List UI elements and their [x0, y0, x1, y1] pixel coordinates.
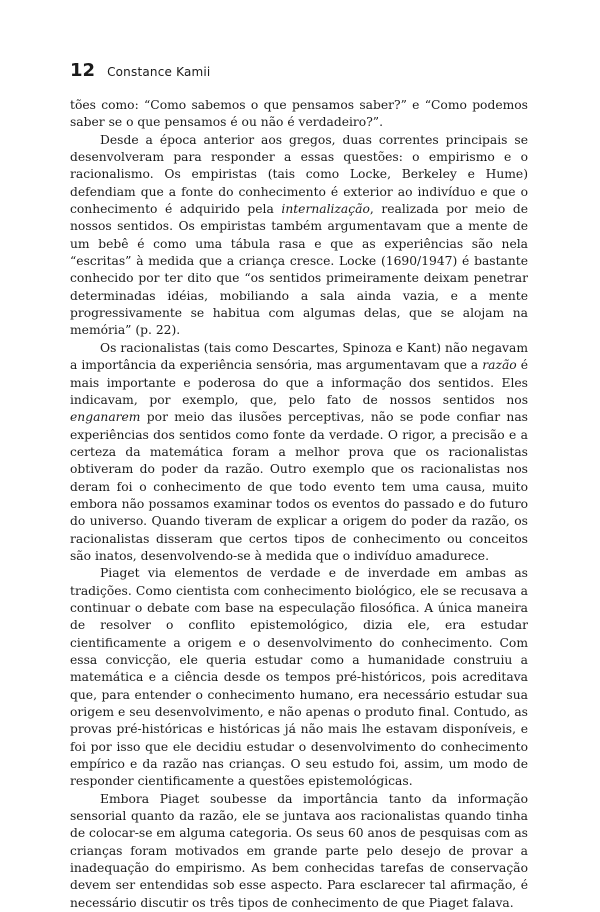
emphasis-enganarem: enganarem [70, 410, 141, 425]
page-header [70, 60, 210, 81]
paragraph-3-text-a: Os racionalistas (tais como Descartes, Spinoza e Kant) não negavam a importância da experiência sensória, mas argumentavam que a [70, 340, 528, 373]
page-number: 12 [70, 60, 96, 81]
paragraph-4: Piaget via elementos de verdade e de inverdade em ambas as tradições. Como cientista com conhecimento biológico, ele se recusava a continuar o debate com base na especulação filosófica. A única maneira de resolver o conflito epistemológico, dizia ele, era estudar cientificamente a origem e o desenvolvimento do conhecimento. Com essa convicção, ele queria estudar como a humanidade construiu a matemática e a ciência desde os tempos pré-históricos, pois acreditava que, para entender o conhecimento humano, era necessário estudar sua origem e seu desenvolvimento, e não apenas o produto final. Contudo, as provas pré-históricas e históricas já não mais lhe estavam disponíveis, e foi por isso que ele decidiu estudar o desenvolvimento do conhecimento empírico e da razão nas crianças. O seu estudo foi, assim, um modo de responder cientificamente a questões epistemológicas. [70, 566, 528, 789]
paragraph-3 [70, 340, 528, 565]
paragraph-2 [70, 132, 528, 340]
paragraph-5: Embora Piaget soubesse da importância tanto da informação sensorial quanto da razão, ele se juntava aos racionalistas quando tinha de colocar-se em alguma categoria. Os seus 60 anos de pesquisas com as crianças foram motivados em grande parte pelo desejo de provar a inadequação do empirismo. As bem conhecidas tarefas de conservação devem ser entendidas sob esse aspecto. Para esclarecer tal afirmação, é necessário discutir os três tipos de conhecimento de que Piaget falava. [70, 791, 528, 910]
paragraph-2-text-b: , realizada por meio de nossos sentidos. Os empiristas também argumentavam que a mente de um bebê é como uma tábula rasa e que as experiências são nela “escritas” à medida que a criança cresce. Locke (1690/1947) é bastante conhecido por ter dito que “os sentidos primeiramente deixam penetrar determinadas idéias, mobiliando a sala ainda vazia, e a mente progressivamente se habitua com algumas delas, que se alojam na memória” (p. 22). [70, 202, 528, 338]
emphasis-internalizacao: internalização [281, 202, 370, 217]
paragraph-2-text-a: Desde a época anterior aos gregos, duas correntes principais se desenvolveram para responder a essas questões: o empirismo e o racionalismo. Os empiristas (tais como Locke, Berkeley e Hume) defendiam que a fonte do conhecimento é exterior ao indivíduo e que o conhecimento é adquirido pela [70, 132, 528, 217]
emphasis-razao: razão [482, 358, 517, 373]
paragraph-3-text-c: por meio das ilusões perceptivas, não se pode confiar nas experiências dos sentidos como fonte da verdade. O rigor, a precisão e a certeza da matemática foram a melhor prova que os racionalistas obtiveram do poder da razão. Outro exemplo que os racionalistas nos deram foi o conhecimento de que todo evento tem uma causa, muito embora não possamos examinar todos os eventos do passado e do futuro do universo. Quando tiveram de explicar a origem do poder da razão, os racionalistas disseram que certos tipos de conhecimento ou conceitos são inatos, desenvolvendo-se à medida que o indivíduo amadurece. [70, 410, 528, 563]
body-text [70, 97, 528, 912]
paragraph-3-text-b: é mais importante e poderosa do que a informação dos sentidos. Eles indicavam, por exemplo, que, pelo fato de nossos sentidos nos [70, 358, 529, 407]
running-head-author: Constance Kamii [107, 65, 211, 79]
paragraph-1: tões como: “Como sabemos o que pensamos saber?” e “Como podemos saber se o que pensamos é ou não é verdadeiro?”. [70, 98, 528, 130]
